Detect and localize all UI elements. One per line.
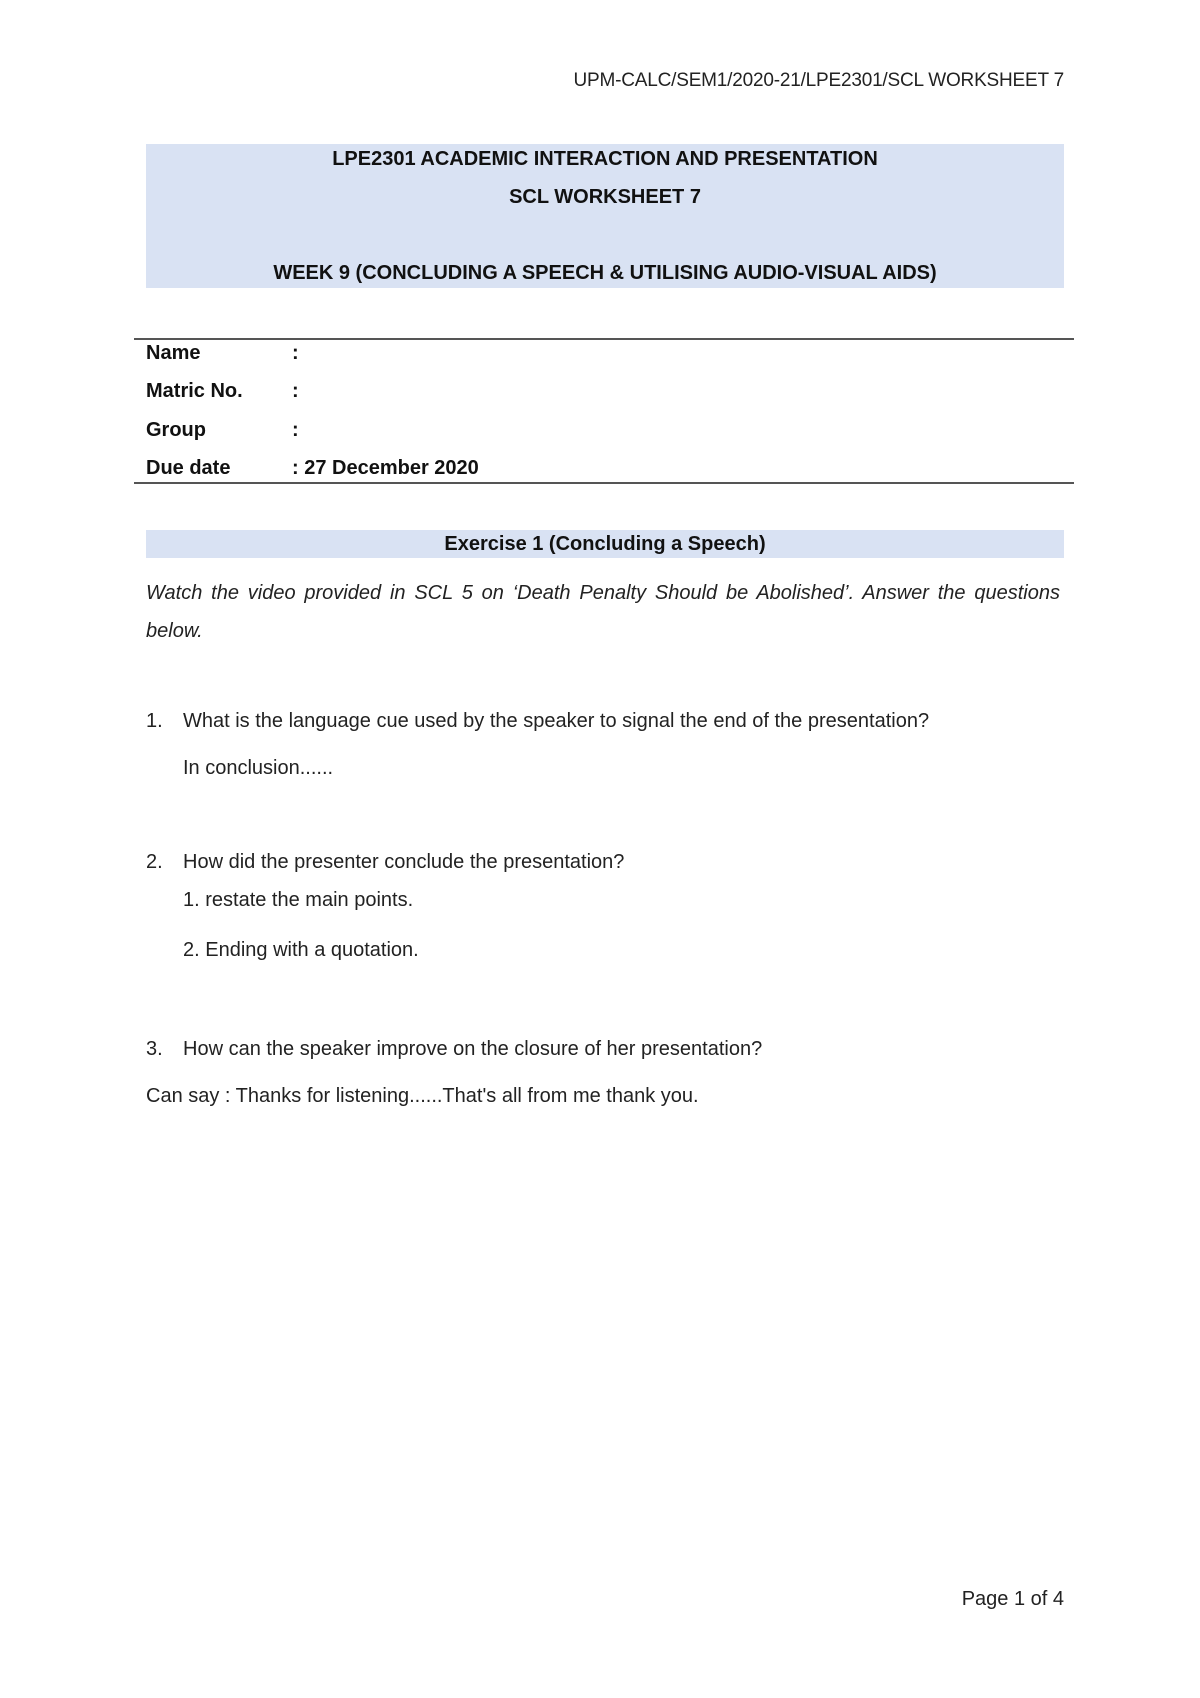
question-number: 1. [146, 710, 163, 732]
page-number: Page 1 of 4 [961, 1588, 1064, 1610]
exercise-title: Exercise 1 (Concluding a Speech) [146, 530, 1064, 558]
course-title: LPE2301 ACADEMIC INTERACTION AND PRESENTATION [332, 148, 878, 170]
info-value: : 27 December 2020 [292, 457, 479, 479]
answer-2-point-1: 1. restate the main points. [183, 889, 414, 911]
answer-3: Can say : Thanks for listening......That's all from me thank you. [146, 1085, 699, 1107]
info-row-matric [146, 380, 299, 403]
answer-2-point-2: 2. Ending with a quotation. [183, 939, 419, 961]
info-label: Due date [146, 457, 231, 479]
info-value: : [292, 419, 299, 441]
document-reference: UPM-CALC/SEM1/2020-21/LPE2301/SCL WORKSHEET 7 [573, 70, 1064, 91]
question-number: 3. [146, 1038, 163, 1060]
info-value: : [292, 342, 299, 364]
question-text: How did the presenter conclude the presentation? [183, 851, 625, 873]
info-label: Group [146, 419, 206, 441]
info-row-group [146, 419, 299, 442]
question-text: How can the speaker improve on the closure of her presentation? [183, 1038, 763, 1060]
worksheet-title: SCL WORKSHEET 7 [509, 186, 701, 208]
info-row-due-date [146, 457, 479, 480]
info-value: : [292, 380, 299, 402]
info-row-name [146, 342, 299, 365]
exercise-instructions: Watch the video provided in SCL 5 on ‘Death Penalty Should be Abolished’. Answer the questions below. [146, 582, 1060, 642]
info-label: Matric No. [146, 380, 243, 402]
question-text: What is the language cue used by the speaker to signal the end of the presentation? [183, 710, 930, 732]
question-number: 2. [146, 851, 163, 873]
answer-1: In conclusion...... [183, 757, 334, 779]
week-title: WEEK 9 (CONCLUDING A SPEECH & UTILISING AUDIO-VISUAL AIDS) [273, 262, 937, 284]
title-block [146, 144, 1064, 288]
student-info-table [134, 338, 1074, 484]
info-label: Name [146, 342, 201, 364]
